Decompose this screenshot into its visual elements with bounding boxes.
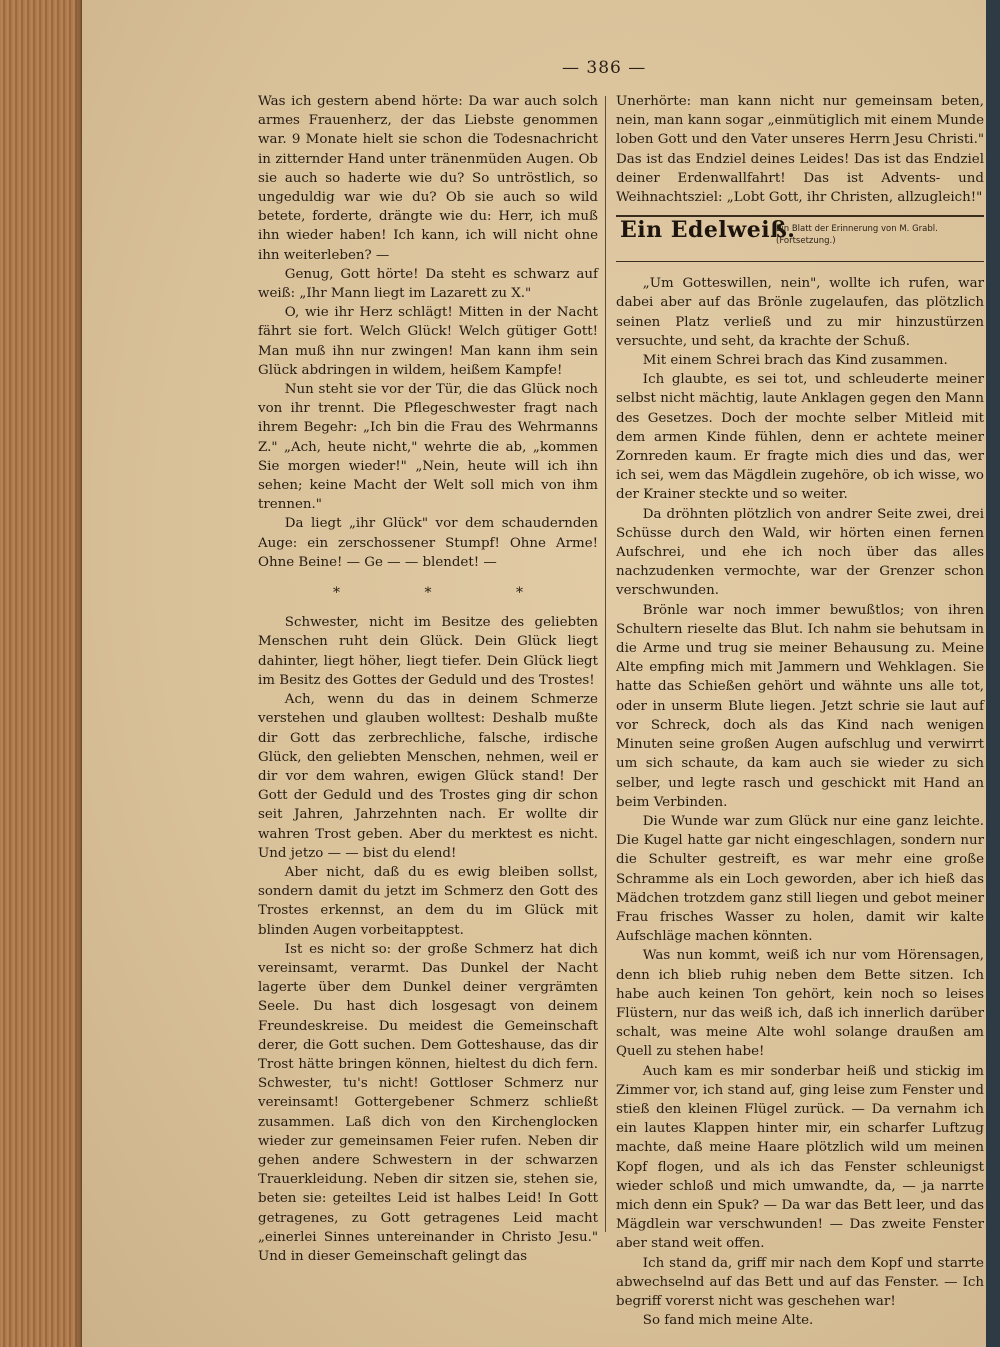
paragraph: „Um Gotteswillen, nein", wollte ich rufen, war dabei aber auf das Brönle zugelaufen, das plötzlich seinen Platz verließ und zu mir hinzustürzen versuchte, und seht, da krachte der Schuß. (616, 276, 984, 349)
paragraph: Brönle war noch immer bewußtlos; von ihren Schultern rieselte das Blut. Ich nahm sie behutsam in die Arme und trug sie meiner Behausung zu. Meine Alte empfing mich mit Jammern und Wehklagen. Sie hatte das Schießen gehört und wähnte uns alle tot, oder in unserm Blute liegen. Jetzt schrie sie laut auf vor Schreck, doch als das Kind nach wenigen Minuten seine großen Augen aufschlug und verwirrt um sich schaute, da kam auch sie wieder zu sich selber, und legte rasch und geschickt mit Hand an beim Verbinden. (616, 602, 984, 810)
paragraph: Genug, Gott hörte! Da steht es schwarz auf weiß: „Ihr Mann liegt im Lazarett zu X." (258, 266, 598, 302)
paragraph: Ach, wenn du das in deinem Schmerze verstehen und glauben wolltest: Deshalb mußte dir Gott das zerbrechliche, falsche, irdische Glück, den geliebten Menschen, nehmen, weil er dir vor dem wahren, ewigen Glück stand! Der Gott der Geduld und des Trostes ging dir schon seit Jahren, Jahrzehnten nach. Er wollte dir wahren Trost geben. Aber du merktest es nicht. Und jetzo — — bist du elend! (258, 692, 598, 861)
section-separator-stars: * * * (333, 585, 563, 602)
paragraph: Aber nicht, daß du es ewig bleiben sollst, sondern damit du jetzt im Schmerz den Gott des Trostes erkennst, an dem du im Glück mit blinden Augen vorbeitapptest. (258, 864, 598, 938)
story-continuation-note: (Fortsetzung.) (776, 236, 836, 247)
paragraph: Was ich gestern abend hörte: Da war auch solch armes Frauenherz, der das Liebste genommen war. 9 Monate hielt sie schon die Todesnachricht in zitternder Hand unter tränenmüden Augen. Ob sie auch so haderte wie du? So untröstlich, so ungeduldig war wie du? Ob sie auch so wild betete, forderte, drängte wie du: Herr, ich muß ihn wieder haben! Ich kann, ich will nicht ohne ihn weiterleben? — (258, 94, 598, 263)
paragraph: Ich stand da, griff mir nach dem Kopf und starrte abwechselnd auf das Bett und auf das Fenster. — Ich begriff vorerst nicht was geschehen war! (616, 1255, 984, 1309)
paragraph: Unerhörte: man kann nicht nur gemeinsam beten, nein, man kann sogar „einmütiglich mit einem Munde loben Gott und den Vater unseres Herrn Jesu Christi." Das ist das Endziel deines Leides! Das ist das Endziel deiner Erdenwallfahrt! Das ist Advents- und Weihnachtsziel: „Lobt Gott, ihr Christen, allzugleich!" (616, 94, 984, 206)
paragraph: Da liegt „ihr Glück" vor dem schaudernden Auge: ein zerschossener Stumpf! Ohne Arme! Ohne Beine! — Ge — — blendet! — (258, 516, 598, 570)
paragraph: Was nun kommt, weiß ich nur vom Hörensagen, denn ich blieb ruhig neben dem Bette sitzen. Ich habe auch keinen Ton gehört, kein noch so leises Flüstern, nur das weiß ich, daß ich innerlich darüber schalt, was meine Alte wohl solange draußen am Quell zu stehen habe! (616, 948, 984, 1060)
story-title: Ein Edelweiß. (620, 217, 796, 244)
paragraph: Da dröhnten plötzlich von andrer Seite zwei, drei Schüsse durch den Wald, wir hörten einen fernen Aufschrei, und ehe ich noch über das alles nachzudenken vermochte, war der Grenzer schon verschwunden. (616, 506, 984, 599)
story-heading (616, 215, 984, 262)
paragraph: Ist es nicht so: der große Schmerz hat dich vereinsamt, verarmt. Das Dunkel der Nacht lagerte über dem Dunkel deiner vergrämten Seele. Du hast dich losgesagt von deinem Freundeskreise. Du meidest die Gemeinschaft derer, die Gott suchen. Dem Gotteshause, das dir Trost hätte bringen können, hieltest du dich fern. Schwester, tu's nicht! Gottloser Schmerz nur vereinsamt! Gottergebener Schmerz schließt zusammen. Laß dich von den Kirchenglocken wieder zur gemeinsamen Feier rufen. Neben dir gehen andere Schwestern in der schwarzen Trauerkleidung. Neben dir sitzen sie, stehen sie, beten sie: geteiltes Leid ist halbes Leid! In Gott getragenes, zu Gott getragenes Leid macht „einerlei Sinnes untereinander in Christo Jesu." Und in dieser Gemeinschaft gelingt das (258, 941, 598, 1264)
paragraph: Mit einem Schrei brach das Kind zusammen. (642, 353, 948, 369)
paragraph: Nun steht sie vor der Tür, die das Glück noch von ihr trennt. Die Pflegeschwester fragt nach ihrem Begehr: „Ich bin die Frau des Wehrmanns Z." „Ach, heute nicht," wehrte die ab, „kommen Sie morgen wieder!" „Nein, heute will ich ihn sehen; keine Macht der Welt soll mich von ihm trennen." (258, 382, 598, 513)
scan-border-strip (986, 0, 1000, 1347)
paragraph: Ich glaubte, es sei tot, und schleuderte meiner selbst nicht mächtig, laute Anklagen gegen den Mann des Gesetzes. Doch der mochte selber Mitleid mit dem armen Kinde fühlen, denn er achtete meiner Zornreden kaum. Er fragte mich dies und das, wer ich sei, wem das Mägdlein zugehöre, ob ich wisse, wo der Krainer steckte und so weiter. (616, 372, 984, 503)
paragraph: Die Wunde war zum Glück nur eine ganz leichte. Die Kugel hatte gar nicht eingeschlagen, sondern nur die Schulter gestreift, es war mehr eine große Schramme als ein Loch geworden, aber ich hieß das Mädchen trotzdem ganz still liegen und gebot meiner Frau frisches Wasser zu holen, damit wir kalte Aufschläge machen könnten. (616, 813, 984, 945)
paragraph: O, wie ihr Herz schlägt! Mitten in der Nacht fährt sie fort. Welch Glück! Welch gütiger Gott! Man muß ihn nur zwingen! Man kann ihm sein Glück abdringen in wildem, heißem Kampfe! (258, 305, 598, 378)
paragraph: So fand mich meine Alte. (642, 1313, 814, 1329)
left-column (258, 92, 598, 1266)
story-subtitle (776, 223, 984, 247)
page-number: — 386 — (562, 58, 647, 78)
right-column (616, 92, 984, 1330)
book-spine-edge (0, 0, 82, 1347)
story-byline: Ein Blatt der Erinnerung von M. Grabl. (776, 224, 938, 235)
column-divider (605, 96, 606, 1232)
paragraph: Schwester, nicht im Besitze des geliebten Menschen ruht dein Glück. Dein Glück liegt dahinter, liegt höher, liegt tiefer. Dein Glück liegt im Besitz des Gottes der Geduld und des Trostes! (258, 615, 598, 688)
paragraph: Auch kam es mir sonderbar heiß und stickig im Zimmer vor, ich stand auf, ging leise zum Fenster und stieß den kleinen Flügel zurück. — Da vernahm ich ein lautes Klappen hinter mir, ein scharfer Luftzug machte, daß meine Haare plötzlich wild um meinen Kopf flogen, und als ich das Fenster schleunigst wieder schloß und mich umwandte, da, — ja narrte mich denn ein Spuk? — Da war das Bett leer, und das Mägdlein war verschwunden! — Das zweite Fenster aber stand weit offen. (616, 1063, 984, 1252)
